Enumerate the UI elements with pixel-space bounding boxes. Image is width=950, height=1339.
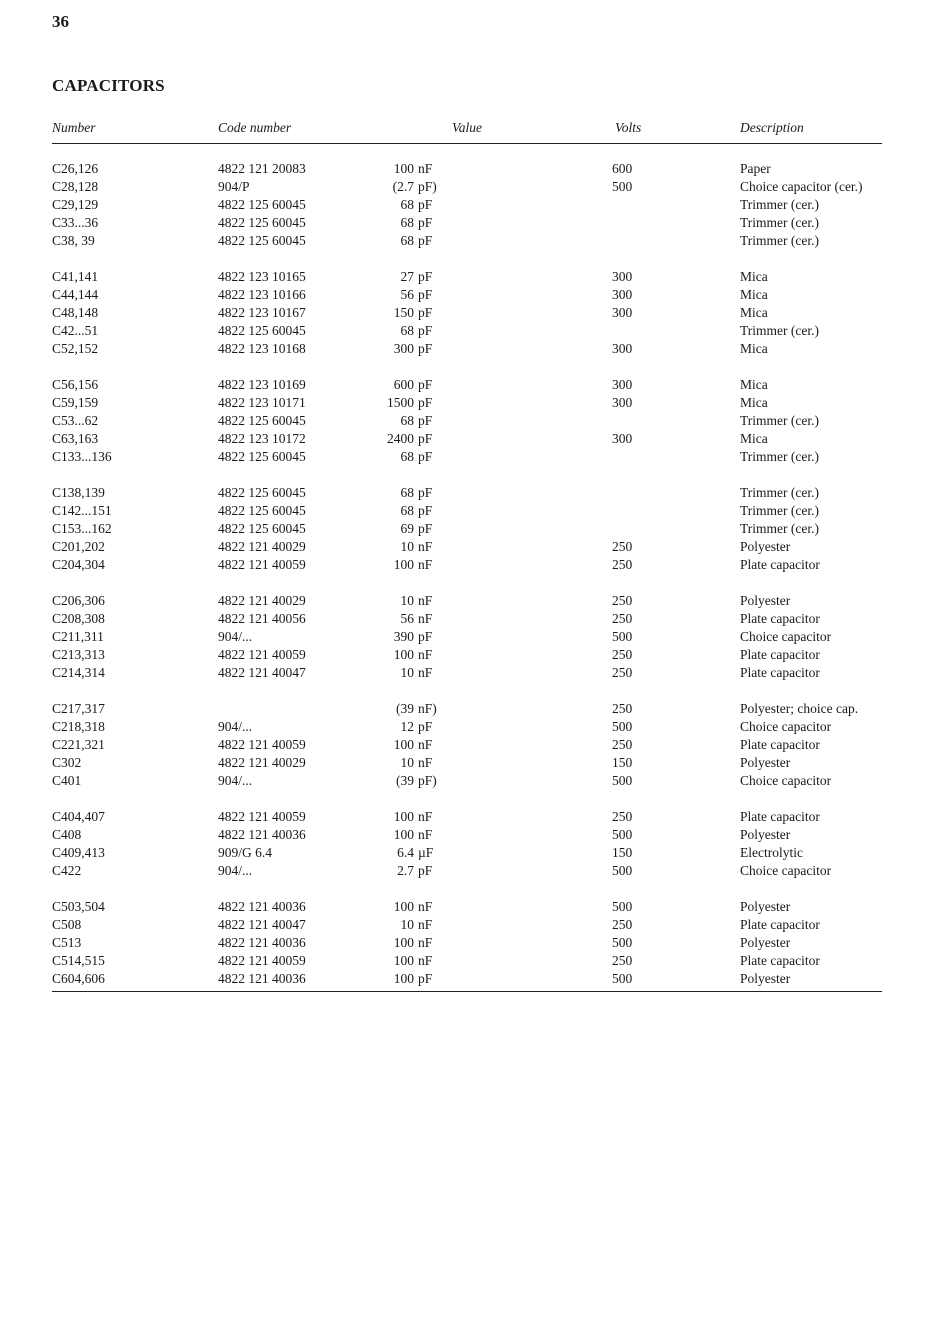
cell-volts: 500 bbox=[612, 827, 633, 842]
cell-value: 6.4 bbox=[397, 845, 414, 860]
cell-number: C201,202 bbox=[52, 539, 105, 554]
table-row bbox=[52, 430, 882, 448]
cell-description: Trimmer (cer.) bbox=[740, 413, 819, 428]
cell-unit: nF bbox=[418, 737, 433, 752]
cell-number: C514,515 bbox=[52, 953, 105, 968]
table-row bbox=[52, 718, 882, 736]
cell-description: Choice capacitor (cer.) bbox=[740, 179, 863, 194]
cell-unit: pF bbox=[418, 287, 433, 302]
cell-volts: 250 bbox=[612, 557, 633, 572]
cell-number: C204,304 bbox=[52, 557, 105, 572]
cell-value: 10 bbox=[400, 917, 414, 932]
cell-code-number: 4822 125 60045 bbox=[218, 413, 306, 428]
cell-code-number: 4822 123 10171 bbox=[218, 395, 306, 410]
cell-number: C153...162 bbox=[52, 521, 112, 536]
table-row bbox=[52, 214, 882, 232]
table-row bbox=[52, 448, 882, 466]
table-row bbox=[52, 160, 882, 178]
cell-description: Trimmer (cer.) bbox=[740, 503, 819, 518]
cell-volts: 250 bbox=[612, 953, 633, 968]
table-row bbox=[52, 556, 882, 574]
cell-description: Mica bbox=[740, 377, 768, 392]
table-row bbox=[52, 502, 882, 520]
header-volts: Volts bbox=[615, 120, 642, 135]
cell-number: C56,156 bbox=[52, 377, 99, 392]
cell-description: Trimmer (cer.) bbox=[740, 197, 819, 212]
cell-unit: nF bbox=[418, 755, 433, 770]
cell-code-number: 904/P bbox=[218, 179, 250, 194]
cell-unit: nF bbox=[418, 611, 433, 626]
cell-description: Mica bbox=[740, 431, 768, 446]
cell-description: Plate capacitor bbox=[740, 809, 820, 824]
cell-volts: 500 bbox=[612, 899, 633, 914]
table-row bbox=[52, 484, 882, 502]
cell-code-number: 4822 123 10166 bbox=[218, 287, 306, 302]
cell-number: C208,308 bbox=[52, 611, 105, 626]
cell-volts: 300 bbox=[612, 431, 633, 446]
cell-description: Plate capacitor bbox=[740, 665, 820, 680]
cell-unit: pF bbox=[418, 215, 433, 230]
cell-unit: nF bbox=[418, 665, 433, 680]
cell-volts: 150 bbox=[612, 755, 633, 770]
cell-code-number: 4822 121 40059 bbox=[218, 809, 306, 824]
cell-value: 12 bbox=[400, 719, 414, 734]
table-row bbox=[52, 862, 882, 880]
cell-code-number: 4822 121 40059 bbox=[218, 953, 306, 968]
cell-volts: 500 bbox=[612, 971, 633, 986]
cell-description: Polyester; choice cap. bbox=[740, 701, 859, 716]
cell-description: Choice capacitor bbox=[740, 863, 832, 878]
cell-code-number: 4822 123 10168 bbox=[218, 341, 306, 356]
cell-unit: nF bbox=[418, 917, 433, 932]
cell-value: 68 bbox=[400, 197, 414, 212]
cell-value: 68 bbox=[400, 413, 414, 428]
table-row bbox=[52, 412, 882, 430]
cell-value: 68 bbox=[400, 449, 414, 464]
cell-code-number: 904/... bbox=[218, 773, 253, 788]
cell-unit: pF bbox=[418, 233, 433, 248]
header-number: Number bbox=[52, 120, 96, 135]
cell-description: Plate capacitor bbox=[740, 647, 820, 662]
cell-number: C44,144 bbox=[52, 287, 99, 302]
cell-code-number: 4822 125 60045 bbox=[218, 233, 306, 248]
cell-description: Polyester bbox=[740, 593, 791, 608]
cell-volts: 500 bbox=[612, 773, 633, 788]
cell-description: Trimmer (cer.) bbox=[740, 485, 819, 500]
cell-description: Plate capacitor bbox=[740, 917, 820, 932]
cell-unit: pF bbox=[418, 305, 433, 320]
cell-number: C38, 39 bbox=[52, 233, 95, 248]
cell-unit: pF bbox=[418, 413, 433, 428]
row-group bbox=[52, 376, 882, 466]
row-group bbox=[52, 898, 882, 988]
cell-number: C422 bbox=[52, 863, 82, 878]
cell-unit: pF bbox=[418, 377, 433, 392]
cell-code-number: 904/... bbox=[218, 629, 253, 644]
cell-description: Polyester bbox=[740, 935, 791, 950]
cell-unit: pF bbox=[418, 395, 433, 410]
cell-code-number: 4822 121 40036 bbox=[218, 899, 306, 914]
cell-value: 390 bbox=[393, 629, 414, 644]
cell-value: 10 bbox=[400, 665, 414, 680]
cell-description: Polyester bbox=[740, 971, 791, 986]
cell-value: 68 bbox=[400, 233, 414, 248]
cell-unit: pF) bbox=[418, 179, 437, 194]
cell-code-number: 4822 123 10172 bbox=[218, 431, 306, 446]
cell-number: C206,306 bbox=[52, 593, 105, 608]
cell-value: 600 bbox=[393, 377, 414, 392]
cell-code-number: 4822 125 60045 bbox=[218, 197, 306, 212]
cell-unit: pF bbox=[418, 197, 433, 212]
cell-unit: pF bbox=[418, 431, 433, 446]
cell-value: 100 bbox=[393, 557, 414, 572]
cell-code-number: 4822 125 60045 bbox=[218, 485, 306, 500]
cell-code-number: 4822 121 40056 bbox=[218, 611, 306, 626]
cell-number: C211,311 bbox=[52, 629, 104, 644]
cell-description: Mica bbox=[740, 305, 768, 320]
cell-value: 100 bbox=[393, 647, 414, 662]
cell-unit: pF bbox=[418, 341, 433, 356]
table-row bbox=[52, 286, 882, 304]
header-description: Description bbox=[740, 120, 804, 135]
cell-volts: 300 bbox=[612, 287, 633, 302]
cell-unit: nF bbox=[418, 593, 433, 608]
table-row bbox=[52, 610, 882, 628]
cell-description: Mica bbox=[740, 269, 768, 284]
cell-value: (39 bbox=[396, 701, 414, 716]
table-row bbox=[52, 592, 882, 610]
cell-number: C404,407 bbox=[52, 809, 105, 824]
table-row bbox=[52, 952, 882, 970]
cell-value: 2400 bbox=[387, 431, 414, 446]
cell-number: C33...36 bbox=[52, 215, 99, 230]
cell-number: C401 bbox=[52, 773, 82, 788]
row-group bbox=[52, 160, 882, 250]
cell-unit: nF bbox=[418, 899, 433, 914]
cell-unit: pF) bbox=[418, 773, 437, 788]
cell-number: C408 bbox=[52, 827, 82, 842]
cell-unit: µF bbox=[418, 845, 434, 860]
cell-description: Plate capacitor bbox=[740, 611, 820, 626]
cell-number: C508 bbox=[52, 917, 82, 932]
cell-unit: pF bbox=[418, 503, 433, 518]
cell-description: Mica bbox=[740, 395, 768, 410]
cell-code-number: 4822 125 60045 bbox=[218, 323, 306, 338]
cell-description: Paper bbox=[740, 161, 771, 176]
cell-volts: 150 bbox=[612, 845, 633, 860]
cell-unit: pF bbox=[418, 269, 433, 284]
table-row bbox=[52, 844, 882, 862]
cell-volts: 250 bbox=[612, 665, 633, 680]
table-row bbox=[52, 376, 882, 394]
cell-unit: pF bbox=[418, 449, 433, 464]
cell-value: 10 bbox=[400, 755, 414, 770]
cell-volts: 300 bbox=[612, 269, 633, 284]
table-row bbox=[52, 232, 882, 250]
table-row bbox=[52, 520, 882, 538]
cell-unit: nF bbox=[418, 935, 433, 950]
cell-volts: 500 bbox=[612, 863, 633, 878]
cell-unit: nF bbox=[418, 647, 433, 662]
cell-unit: pF bbox=[418, 719, 433, 734]
cell-volts: 250 bbox=[612, 539, 633, 554]
cell-code-number: 4822 121 40047 bbox=[218, 665, 306, 680]
cell-unit: nF bbox=[418, 557, 433, 572]
cell-code-number: 4822 121 40047 bbox=[218, 917, 306, 932]
cell-description: Polyester bbox=[740, 827, 791, 842]
cell-volts: 500 bbox=[612, 629, 633, 644]
cell-number: C52,152 bbox=[52, 341, 99, 356]
cell-number: C59,159 bbox=[52, 395, 99, 410]
table-header bbox=[52, 120, 882, 140]
table-row bbox=[52, 826, 882, 844]
cell-value: 300 bbox=[393, 341, 414, 356]
cell-number: C138,139 bbox=[52, 485, 105, 500]
cell-value: 100 bbox=[393, 935, 414, 950]
cell-description: Choice capacitor bbox=[740, 629, 832, 644]
cell-description: Polyester bbox=[740, 899, 791, 914]
cell-unit: nF bbox=[418, 539, 433, 554]
table-row bbox=[52, 898, 882, 916]
cell-value: 100 bbox=[393, 737, 414, 752]
table-row bbox=[52, 934, 882, 952]
cell-code-number: 904/... bbox=[218, 719, 253, 734]
cell-code-number: 4822 121 40036 bbox=[218, 935, 306, 950]
cell-volts: 500 bbox=[612, 179, 633, 194]
cell-description: Trimmer (cer.) bbox=[740, 449, 819, 464]
cell-value: 68 bbox=[400, 485, 414, 500]
cell-number: C213,313 bbox=[52, 647, 105, 662]
cell-number: C133...136 bbox=[52, 449, 112, 464]
cell-unit: pF bbox=[418, 971, 433, 986]
cell-unit: nF bbox=[418, 827, 433, 842]
row-group bbox=[52, 700, 882, 790]
cell-number: C302 bbox=[52, 755, 82, 770]
table-row bbox=[52, 394, 882, 412]
row-group bbox=[52, 268, 882, 358]
cell-number: C513 bbox=[52, 935, 82, 950]
table-row bbox=[52, 196, 882, 214]
table-row bbox=[52, 700, 882, 718]
cell-code-number: 4822 121 40059 bbox=[218, 647, 306, 662]
cell-volts: 250 bbox=[612, 701, 633, 716]
cell-volts: 250 bbox=[612, 809, 633, 824]
cell-description: Polyester bbox=[740, 755, 791, 770]
cell-number: C217,317 bbox=[52, 701, 105, 716]
cell-description: Choice capacitor bbox=[740, 719, 832, 734]
cell-volts: 600 bbox=[612, 161, 633, 176]
cell-unit: pF bbox=[418, 629, 433, 644]
cell-unit: nF) bbox=[418, 701, 437, 716]
cell-description: Electrolytic bbox=[740, 845, 803, 860]
cell-code-number: 4822 125 60045 bbox=[218, 449, 306, 464]
cell-description: Trimmer (cer.) bbox=[740, 521, 819, 536]
cell-number: C26,126 bbox=[52, 161, 99, 176]
cell-volts: 300 bbox=[612, 305, 633, 320]
header-rule bbox=[52, 143, 882, 144]
cell-code-number: 4822 121 40029 bbox=[218, 593, 306, 608]
cell-value: 10 bbox=[400, 593, 414, 608]
cell-description: Mica bbox=[740, 287, 768, 302]
table-row bbox=[52, 304, 882, 322]
cell-number: C28,128 bbox=[52, 179, 99, 194]
cell-value: 100 bbox=[393, 899, 414, 914]
cell-unit: nF bbox=[418, 953, 433, 968]
cell-code-number: 4822 125 60045 bbox=[218, 215, 306, 230]
cell-value: 68 bbox=[400, 215, 414, 230]
cell-value: 56 bbox=[400, 287, 414, 302]
cell-code-number: 909/G 6.4 bbox=[218, 845, 272, 860]
cell-value: 56 bbox=[400, 611, 414, 626]
cell-unit: pF bbox=[418, 323, 433, 338]
cell-description: Plate capacitor bbox=[740, 557, 820, 572]
table-bottom-rule bbox=[52, 991, 882, 992]
cell-number: C41,141 bbox=[52, 269, 99, 284]
page-number: 36 bbox=[52, 12, 69, 31]
cell-value: 10 bbox=[400, 539, 414, 554]
capacitor-table bbox=[52, 160, 882, 1006]
cell-unit: pF bbox=[418, 485, 433, 500]
cell-number: C29,129 bbox=[52, 197, 99, 212]
cell-volts: 250 bbox=[612, 917, 633, 932]
table-row bbox=[52, 736, 882, 754]
cell-number: C218,318 bbox=[52, 719, 105, 734]
table-row bbox=[52, 646, 882, 664]
cell-description: Trimmer (cer.) bbox=[740, 323, 819, 338]
cell-number: C409,413 bbox=[52, 845, 105, 860]
cell-volts: 250 bbox=[612, 737, 633, 752]
section-title: CAPACITORS bbox=[52, 76, 165, 95]
cell-value: 100 bbox=[393, 827, 414, 842]
cell-unit: pF bbox=[418, 521, 433, 536]
cell-code-number: 4822 121 40059 bbox=[218, 737, 306, 752]
cell-unit: nF bbox=[418, 809, 433, 824]
cell-code-number: 4822 123 10165 bbox=[218, 269, 306, 284]
cell-value: 1500 bbox=[387, 395, 414, 410]
row-group bbox=[52, 592, 882, 682]
cell-description: Trimmer (cer.) bbox=[740, 215, 819, 230]
table-row bbox=[52, 340, 882, 358]
cell-number: C503,504 bbox=[52, 899, 105, 914]
table-row bbox=[52, 178, 882, 196]
cell-value: 100 bbox=[393, 953, 414, 968]
cell-code-number: 4822 125 60045 bbox=[218, 521, 306, 536]
table-row bbox=[52, 970, 882, 988]
cell-number: C63,163 bbox=[52, 431, 99, 446]
table-row bbox=[52, 916, 882, 934]
cell-volts: 500 bbox=[612, 719, 633, 734]
cell-code-number: 4822 121 40029 bbox=[218, 539, 306, 554]
cell-code-number: 4822 123 10167 bbox=[218, 305, 306, 320]
cell-volts: 300 bbox=[612, 341, 633, 356]
cell-volts: 500 bbox=[612, 935, 633, 950]
table-row bbox=[52, 538, 882, 556]
cell-value: 68 bbox=[400, 323, 414, 338]
cell-code-number: 904/... bbox=[218, 863, 253, 878]
row-group bbox=[52, 484, 882, 574]
table-row bbox=[52, 754, 882, 772]
cell-number: C221,321 bbox=[52, 737, 105, 752]
table-row bbox=[52, 664, 882, 682]
header-code-number: Code number bbox=[218, 120, 292, 135]
cell-value: 27 bbox=[400, 269, 414, 284]
cell-number: C48,148 bbox=[52, 305, 99, 320]
cell-code-number: 4822 121 40029 bbox=[218, 755, 306, 770]
table-row bbox=[52, 628, 882, 646]
cell-code-number: 4822 125 60045 bbox=[218, 503, 306, 518]
cell-code-number: 4822 121 40036 bbox=[218, 827, 306, 842]
cell-value: (39 bbox=[396, 773, 414, 788]
cell-volts: 250 bbox=[612, 647, 633, 662]
cell-description: Trimmer (cer.) bbox=[740, 233, 819, 248]
cell-volts: 250 bbox=[612, 593, 633, 608]
cell-value: 100 bbox=[393, 809, 414, 824]
row-group bbox=[52, 808, 882, 880]
cell-number: C53...62 bbox=[52, 413, 99, 428]
cell-value: (2.7 bbox=[392, 179, 414, 194]
cell-code-number: 4822 121 40036 bbox=[218, 971, 306, 986]
cell-number: C142...151 bbox=[52, 503, 112, 518]
header-value: Value bbox=[452, 120, 482, 135]
cell-code-number: 4822 121 40059 bbox=[218, 557, 306, 572]
cell-value: 2.7 bbox=[397, 863, 414, 878]
cell-unit: nF bbox=[418, 161, 433, 176]
table-row bbox=[52, 322, 882, 340]
cell-volts: 300 bbox=[612, 377, 633, 392]
cell-volts: 300 bbox=[612, 395, 633, 410]
cell-number: C604,606 bbox=[52, 971, 105, 986]
cell-code-number: 4822 123 10169 bbox=[218, 377, 306, 392]
cell-description: Plate capacitor bbox=[740, 953, 820, 968]
cell-unit: pF bbox=[418, 863, 433, 878]
cell-description: Choice capacitor bbox=[740, 773, 832, 788]
cell-description: Polyester bbox=[740, 539, 791, 554]
cell-code-number: 4822 121 20083 bbox=[218, 161, 306, 176]
cell-value: 150 bbox=[393, 305, 414, 320]
cell-number: C214,314 bbox=[52, 665, 105, 680]
table-row bbox=[52, 772, 882, 790]
table-row bbox=[52, 268, 882, 286]
cell-description: Mica bbox=[740, 341, 768, 356]
table-row bbox=[52, 808, 882, 826]
cell-value: 69 bbox=[400, 521, 414, 536]
cell-volts: 250 bbox=[612, 611, 633, 626]
cell-description: Plate capacitor bbox=[740, 737, 820, 752]
cell-number: C42...51 bbox=[52, 323, 99, 338]
cell-value: 100 bbox=[393, 161, 414, 176]
cell-value: 68 bbox=[400, 503, 414, 518]
cell-value: 100 bbox=[393, 971, 414, 986]
